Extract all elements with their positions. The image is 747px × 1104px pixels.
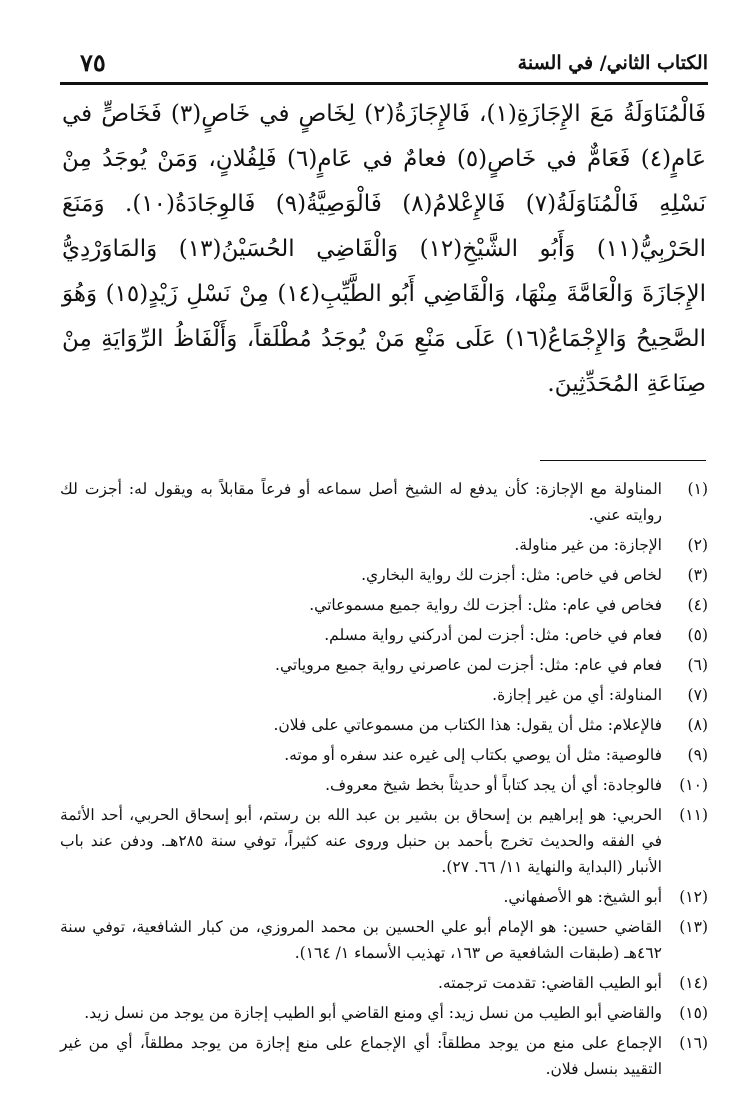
footnote-number: (١٦) <box>679 1034 708 1052</box>
footnote-text: فعام في خاص: مثل: أجزت لمن أدركني رواية مسلم. <box>324 626 662 644</box>
footnote-number: (١٣) <box>679 918 708 936</box>
footnote-number: (٧) <box>687 686 708 704</box>
footnote-item <box>60 970 708 996</box>
footnote-text: فخاص في عام: مثل: أجزت لك رواية جميع مسموعاتي. <box>309 596 662 614</box>
footnote-item <box>60 592 708 618</box>
footnote-text: المناولة مع الإجازة: كأن يدفع له الشيخ أصل سماعه أو فرعاً مقابلاً به ويقول له: أجزت لك روايته عني. <box>60 480 662 524</box>
running-title: الكتاب الثاني/ في السنة <box>517 52 708 74</box>
footnote-divider <box>540 460 706 461</box>
footnote-text: المناولة: أي من غير إجازة. <box>492 686 662 704</box>
page-number: ٧٥ <box>80 48 106 77</box>
footnote-number: (١٢) <box>679 888 708 906</box>
footnote-text: أبو الطيب القاضي: تقدمت ترجمته. <box>437 974 662 992</box>
footnote-number: (١٥) <box>679 1004 708 1022</box>
footnote-number: (١٤) <box>679 974 708 992</box>
footnote-number: (٢) <box>687 536 708 554</box>
footnote-item <box>60 1000 708 1026</box>
page-header <box>60 38 708 80</box>
footnote-text: والقاضي أبو الطيب من نسل زيد: أي ومنع القاضي أبو الطيب إجازة من يوجد من نسل زيد. <box>84 1004 662 1022</box>
footnote-number: (٤) <box>687 596 708 614</box>
footnote-number: (٨) <box>687 716 708 734</box>
footnote-text: فالإعلام: مثل أن يقول: هذا الكتاب من مسموعاتي على فلان. <box>273 716 662 734</box>
footnote-text: لخاص في خاص: مثل: أجزت لك رواية البخاري. <box>361 566 662 584</box>
footnote-number: (١١) <box>679 806 708 824</box>
footnote-item <box>60 772 708 798</box>
footnote-number: (٥) <box>687 626 708 644</box>
footnote-item <box>60 652 708 678</box>
footnote-number: (١) <box>687 480 708 498</box>
footnote-item <box>60 712 708 738</box>
footnote-item <box>60 532 708 558</box>
footnote-item <box>60 682 708 708</box>
footnotes-list <box>60 476 708 1086</box>
footnote-number: (١٠) <box>679 776 708 794</box>
footnote-item <box>60 914 708 966</box>
footnote-number: (٣) <box>687 566 708 584</box>
footnote-number: (٦) <box>687 656 708 674</box>
footnote-item <box>60 476 708 528</box>
main-text-paragraph: فَالْمُنَاوَلَةُ مَعَ الإِجَازَةِ(١)، فَالإِجَازَةُ(٢) لِخَاصٍ في خَاصٍ(٣) فَخَاصٍّ في عَامٍ(٤) فَعَامٌّ في خَاصٍ(٥) فعامٌ في عَامٍ(٦) فَلِفُلانٍ، وَمَنْ يُوجَدُ مِنْ نَسْلِهِ فَالْمُنَاوَلَةُ(٧) فَالإِعْلامُ(٨) فَالْوَصِيَّةُ(٩) فَالوِجَادَةُ(١٠). وَمَنَعَ الحَرْبِيُّ(١١) وَأَبُو الشَّيْخِ(١٢) وَالْقَاضِي الحُسَيْنُ(١٣) وَالمَاوَرْدِيُّ الإِجَازَةَ وَالْعَامَّةَ مِنْهَا، وَالْقَاضِي أَبُو الطَّيِّبِ(١٤) مِنْ نَسْلِ زَيْدٍ(١٥) وَهُوَ الصَّحِيحُ وَالإِجْمَاعُ(١٦) عَلَى مَنْعِ مَنْ يُوجَدُ مُطْلَقاً، وَأَلْفَاظُ الرِّوَايَةِ مِنْ صِنَاعَةِ المُحَدِّثِينَ. <box>62 101 707 397</box>
header-divider <box>60 82 708 85</box>
footnote-text: أبو الشيخ: هو الأصفهاني. <box>503 888 662 906</box>
footnote-text: الإجماع على منع من يوجد مطلقاً: أي الإجماع على منع إجازة من يوجد مطلقاً، أي من غير التقييد بنسل فلان. <box>60 1034 662 1078</box>
footnote-number: (٩) <box>687 746 708 764</box>
footnote-item <box>60 884 708 910</box>
footnote-text: الحربي: هو إبراهيم بن إسحاق بن بشير بن عبد الله بن رستم، أبو إسحاق الحربي، أحد الأئمة في الفقه والحديث تخرج بأحمد بن حنبل وروى عنه كثيراً، توفي سنة ٢٨٥هـ. ودفن عند باب الأنبار (البداية والنهاية ١١/ ٦٦. ٢٧). <box>60 806 662 876</box>
footnote-text: القاضي حسين: هو الإمام أبو علي الحسين بن محمد المروزي، من كبار الشافعية، توفي سنة ٤٦٢هـ (طبقات الشافعية ص ١٦٣، تهذيب الأسماء ١/ ١٦٤). <box>60 918 662 962</box>
footnote-item <box>60 742 708 768</box>
footnote-text: فالوصية: مثل أن يوصي بكتاب إلى غيره عند سفره أو موته. <box>284 746 662 764</box>
footnote-item <box>60 562 708 588</box>
footnote-item <box>60 622 708 648</box>
footnote-item <box>60 802 708 880</box>
footnote-text: فعام في عام: مثل: أجزت لمن عاصرني رواية جميع مروياتي. <box>275 656 662 674</box>
footnote-text: فالوجادة: أي أن يجد كتاباً أو حديثاً بخط شيخ معروف. <box>325 776 662 794</box>
footnote-item <box>60 1030 708 1082</box>
footnote-text: الإجازة: من غير مناولة. <box>514 536 662 554</box>
